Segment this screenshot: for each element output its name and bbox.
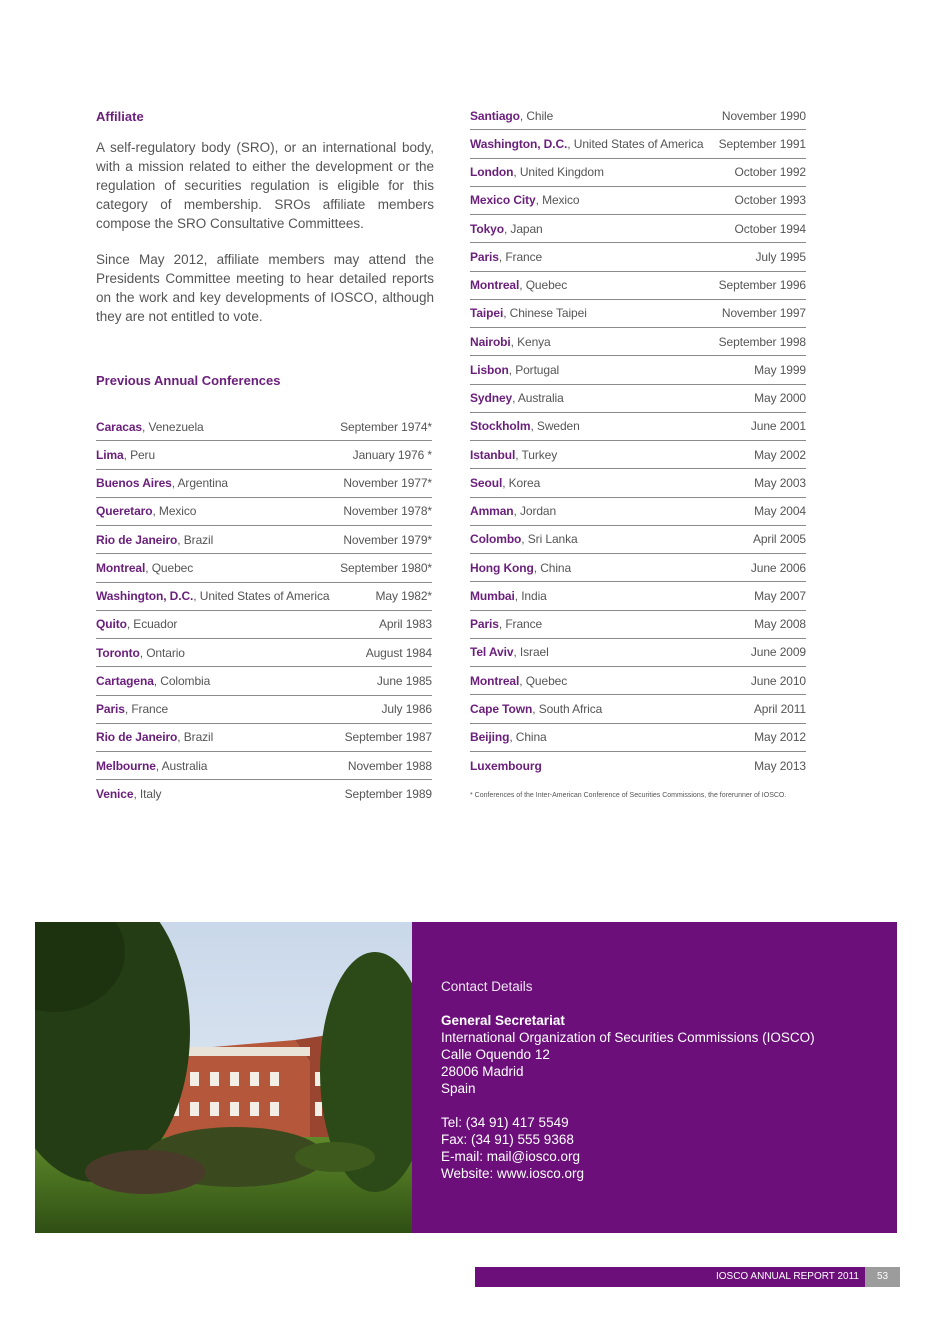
conference-region: India	[521, 588, 547, 603]
contact-org-heading: General Secretariat	[441, 1013, 565, 1028]
conference-separator: ,	[503, 306, 510, 321]
conference-separator: ,	[123, 447, 131, 462]
conference-region: Australia	[161, 758, 208, 773]
conference-date: October 1993	[734, 193, 806, 208]
contact-spacer	[441, 1097, 815, 1114]
conference-location	[96, 420, 204, 434]
conference-location	[470, 193, 579, 207]
conference-date: November 1988	[347, 758, 432, 773]
conference-row	[470, 498, 806, 526]
conference-region: Sri Lanka	[527, 532, 578, 547]
conference-list-left	[96, 413, 432, 809]
conference-separator: ,	[519, 673, 526, 688]
conference-city: Nairobi	[470, 334, 511, 349]
conference-city: Istanbul	[470, 447, 516, 462]
conference-city: Paris	[96, 702, 125, 717]
conference-row	[470, 102, 806, 130]
conference-date: June 2001	[750, 419, 806, 434]
conference-date: May 2012	[754, 730, 806, 745]
conference-date: September 1998	[718, 334, 806, 349]
conference-location	[470, 448, 557, 462]
conference-separator: ,	[126, 617, 134, 632]
conference-row	[470, 187, 806, 215]
conference-separator: ,	[515, 447, 522, 462]
conference-separator: ,	[509, 730, 516, 745]
conference-region: France	[505, 249, 543, 264]
conference-location	[470, 532, 578, 546]
affiliate-paragraph-1: A self-regulatory body (SRO), or an international body, with a mission related to either the development or the regulation of securities regulation is eligible for this category of membership. SROs affiliate members compose the SRO Consultative Committees.	[96, 140, 434, 231]
conference-location	[470, 222, 543, 236]
conference-city: Beijing	[470, 730, 510, 745]
conference-region: Brazil	[183, 730, 214, 745]
conference-row	[470, 526, 806, 554]
conference-separator: ,	[498, 249, 506, 264]
conference-city: Stockholm	[470, 419, 531, 434]
conference-city: London	[470, 165, 514, 180]
conference-separator: ,	[133, 787, 140, 802]
conference-location	[470, 419, 580, 433]
conference-row	[470, 611, 806, 639]
conference-row	[470, 385, 806, 413]
conference-location	[470, 645, 549, 659]
conference-row	[470, 441, 806, 469]
conference-row	[96, 724, 432, 752]
conference-region: Japan	[510, 221, 543, 236]
conference-row	[470, 356, 806, 384]
conference-date: May 2007	[754, 588, 806, 603]
conference-city: Sydney	[470, 391, 513, 406]
conference-date: May 2008	[754, 617, 806, 632]
conference-date: May 2003	[754, 475, 806, 490]
conference-location	[470, 278, 567, 292]
conference-city: Cape Town	[470, 701, 533, 716]
conference-separator: ,	[513, 165, 520, 180]
conference-location	[470, 137, 703, 151]
conference-date: May 2002	[754, 447, 806, 462]
conferences-footnote: * Conferences of the Inter-American Conference of Securities Commissions, the forerunner of IOSCO.	[470, 792, 787, 799]
conference-separator: ,	[502, 475, 509, 490]
conference-row	[470, 582, 806, 610]
conference-separator: ,	[153, 673, 161, 688]
conference-separator: ,	[508, 362, 516, 377]
conference-row	[96, 583, 432, 611]
conference-location	[470, 759, 542, 773]
conference-region: France	[131, 702, 169, 717]
conference-list-right	[470, 102, 806, 780]
conference-region: Sweden	[536, 419, 580, 434]
conference-city: Lisbon	[470, 362, 509, 377]
conference-city: Colombo	[470, 532, 522, 547]
conference-date: May 1982*	[375, 589, 432, 604]
conference-region: Quebec	[525, 278, 568, 293]
conference-region: United Kingdom	[519, 165, 604, 180]
conference-city: Buenos Aires	[96, 476, 172, 491]
conference-row	[96, 470, 432, 498]
conference-date: June 1985	[376, 673, 432, 688]
contact-street: Calle Oquendo 12	[441, 1047, 550, 1062]
conference-city: Rio de Janeiro	[96, 730, 178, 745]
conference-date: November 1979*	[343, 532, 432, 547]
conference-date: September 1974*	[340, 419, 432, 434]
conference-date: May 1999	[754, 362, 806, 377]
conference-date: November 1997	[721, 306, 806, 321]
conference-region: France	[505, 617, 543, 632]
conference-region: Quebec	[151, 560, 194, 575]
conference-region: Kenya	[517, 334, 551, 349]
contact-tel: Tel: (34 91) 417 5549	[441, 1115, 569, 1130]
conference-region: China	[540, 560, 572, 575]
conference-city: Washington, D.C.	[96, 589, 194, 604]
conference-row	[96, 696, 432, 724]
conference-location	[470, 476, 540, 490]
conference-location	[470, 335, 551, 349]
conference-region: Korea	[508, 475, 541, 490]
conference-region: Mexico	[158, 504, 197, 519]
conference-region: United States of America	[573, 136, 704, 151]
conference-city: Washington, D.C.	[470, 136, 568, 151]
conference-date: April 1983	[378, 617, 432, 632]
conference-separator: ,	[521, 532, 528, 547]
conference-location	[96, 674, 210, 688]
footer-report-title: IOSCO ANNUAL REPORT 2011	[475, 1267, 865, 1287]
conference-region: Peru	[130, 447, 156, 462]
conference-separator: ,	[512, 391, 518, 406]
conference-city: Amman	[470, 504, 514, 519]
conference-row	[470, 159, 806, 187]
conference-separator: ,	[532, 701, 539, 716]
conference-city: Lima	[96, 447, 124, 462]
conference-date: April 2005	[752, 532, 806, 547]
conference-location	[96, 589, 329, 603]
conference-separator: ,	[519, 278, 526, 293]
conference-location	[470, 391, 564, 405]
conference-region: Chile	[526, 108, 554, 123]
contact-postal: 28006 Madrid	[441, 1064, 524, 1079]
conference-separator: ,	[510, 334, 518, 349]
conference-separator: ,	[145, 560, 152, 575]
conference-city: Caracas	[96, 419, 143, 434]
conference-date: November 1977*	[343, 476, 432, 491]
conference-region: Jordan	[519, 504, 557, 519]
conference-date: October 1992	[734, 165, 806, 180]
conference-row	[96, 780, 432, 808]
conference-date: August 1984	[365, 645, 432, 660]
conference-location	[96, 533, 213, 547]
affiliate-heading: Affiliate	[96, 109, 144, 124]
conference-row	[96, 611, 432, 639]
conference-city: Hong Kong	[470, 560, 534, 575]
conference-row	[470, 554, 806, 582]
conference-separator: ,	[498, 617, 506, 632]
conference-separator: ,	[514, 588, 522, 603]
conference-location	[470, 504, 556, 518]
conference-region: Australia	[517, 391, 564, 406]
conference-location	[96, 617, 177, 631]
conference-separator: ,	[530, 419, 537, 434]
conference-row	[96, 639, 432, 667]
conference-location	[96, 702, 168, 716]
contact-country: Spain	[441, 1081, 476, 1096]
conference-date: June 2006	[750, 560, 806, 575]
conference-city: Montreal	[96, 560, 146, 575]
conference-city: Cartagena	[96, 673, 154, 688]
conference-date: June 2009	[750, 645, 806, 660]
conference-region: Ontario	[146, 645, 185, 660]
conferences-heading: Previous Annual Conferences	[96, 373, 281, 388]
conference-region: Portugal	[515, 362, 560, 377]
conference-date: October 1994	[734, 221, 806, 236]
conference-location	[470, 561, 571, 575]
conference-date: September 1991	[718, 136, 806, 151]
conference-separator: ,	[535, 193, 543, 208]
conference-region: Turkey	[521, 447, 558, 462]
contact-panel	[412, 922, 897, 1233]
conference-region: Brazil	[183, 532, 214, 547]
conference-location	[470, 674, 567, 688]
conference-region: Venezuela	[148, 419, 204, 434]
conference-row	[96, 498, 432, 526]
conference-row	[470, 667, 806, 695]
conference-region: United States of America	[199, 589, 330, 604]
conference-region: Ecuador	[133, 617, 178, 632]
conference-row	[96, 441, 432, 469]
conference-date: June 2010	[750, 673, 806, 688]
conference-date: July 1995	[755, 249, 806, 264]
conference-city: Rio de Janeiro	[96, 532, 178, 547]
conference-location	[470, 589, 547, 603]
building-photo	[35, 922, 412, 1233]
conference-row	[96, 413, 432, 441]
conference-separator: ,	[513, 645, 520, 660]
conference-row	[470, 130, 806, 158]
conference-location	[96, 730, 213, 744]
conference-region: Israel	[519, 645, 549, 660]
conference-date: November 1990	[721, 108, 806, 123]
conference-city: Montreal	[470, 278, 520, 293]
contact-title: Contact Details	[441, 979, 533, 994]
affiliate-paragraph-2: Since May 2012, affiliate members may attend the Presidents Committee meeting to hear detailed reports on the work and key developments of IOSCO, although they are not entitled to vote.	[96, 252, 434, 324]
conference-date: November 1978*	[343, 504, 432, 519]
contact-website[interactable]: Website: www.iosco.org	[441, 1166, 585, 1181]
conference-region: Argentina	[177, 476, 229, 491]
conference-city: Tel Aviv	[470, 645, 514, 660]
conference-city: Seoul	[470, 475, 503, 490]
conference-location	[96, 448, 155, 462]
conference-region: Quebec	[525, 673, 568, 688]
conference-city: Toronto	[96, 645, 140, 660]
conference-separator: ,	[142, 419, 149, 434]
conference-row	[96, 667, 432, 695]
conference-row	[470, 272, 806, 300]
conference-region: South Africa	[538, 701, 603, 716]
conference-region: China	[515, 730, 547, 745]
conference-separator: ,	[513, 504, 520, 519]
conference-location	[470, 250, 542, 264]
conference-row	[470, 215, 806, 243]
conference-date: July 1986	[381, 702, 432, 717]
conference-row	[470, 413, 806, 441]
conference-row	[470, 243, 806, 271]
conference-city: Paris	[470, 249, 499, 264]
conference-location	[470, 730, 547, 744]
conference-row	[470, 639, 806, 667]
conference-region: Chinese Taipei	[509, 306, 587, 321]
conference-city: Quito	[96, 617, 127, 632]
conference-region: Colombia	[160, 673, 211, 688]
conference-separator: ,	[193, 589, 200, 604]
conference-row	[96, 526, 432, 554]
conference-region: Italy	[139, 787, 162, 802]
conference-city: Queretaro	[96, 504, 153, 519]
conference-date: September 1987	[344, 730, 432, 745]
conference-location	[96, 504, 196, 518]
conference-location	[96, 561, 193, 575]
conference-location	[96, 646, 185, 660]
conference-date: April 2011	[753, 701, 806, 716]
conference-location	[470, 702, 602, 716]
conference-separator: ,	[519, 108, 527, 123]
conference-location	[470, 363, 559, 377]
conference-location	[96, 476, 228, 490]
conference-separator: ,	[152, 504, 159, 519]
conference-row	[96, 752, 432, 780]
conference-separator: ,	[503, 221, 511, 236]
conference-separator: ,	[124, 702, 132, 717]
conference-row	[470, 469, 806, 497]
page-number: 53	[865, 1267, 900, 1287]
conference-location	[96, 759, 207, 773]
conference-location	[470, 165, 604, 179]
conference-row	[470, 300, 806, 328]
conference-date: September 1989	[344, 787, 432, 802]
conference-city: Tokyo	[470, 221, 504, 236]
conference-separator: ,	[177, 730, 184, 745]
contact-fax: Fax: (34 91) 555 9368	[441, 1132, 574, 1147]
conference-date: January 1976 *	[352, 447, 432, 462]
conference-city: Montreal	[470, 673, 520, 688]
conference-location	[470, 109, 553, 123]
conference-location	[470, 617, 542, 631]
conference-date: September 1996	[718, 278, 806, 293]
conference-city: Mexico City	[470, 193, 536, 208]
conference-city: Luxembourg	[470, 758, 542, 773]
conference-separator: ,	[139, 645, 147, 660]
conference-separator: ,	[177, 532, 184, 547]
conference-row	[96, 554, 432, 582]
conference-city: Taipei	[470, 306, 504, 321]
conference-separator: ,	[567, 136, 574, 151]
contact-email[interactable]: E-mail: mail@iosco.org	[441, 1149, 580, 1164]
conference-date: May 2013	[754, 758, 806, 773]
conference-separator: ,	[155, 758, 162, 773]
conference-city: Paris	[470, 617, 499, 632]
conference-date: May 2000	[754, 391, 806, 406]
conference-row	[470, 328, 806, 356]
conference-row	[470, 695, 806, 723]
conference-date: May 2004	[754, 504, 806, 519]
conference-city: Santiago	[470, 108, 520, 123]
conference-city: Mumbai	[470, 588, 515, 603]
contact-org-name: International Organization of Securities Commissions (IOSCO)	[441, 1030, 815, 1045]
conference-date: September 1980*	[340, 560, 432, 575]
conference-row	[470, 724, 806, 752]
conference-separator: ,	[533, 560, 541, 575]
conference-region: Mexico	[542, 193, 580, 208]
conference-location	[96, 787, 161, 801]
conference-city: Melbourne	[96, 758, 156, 773]
conference-location	[470, 306, 587, 320]
conference-city: Venice	[96, 787, 134, 802]
conference-separator: ,	[171, 476, 178, 491]
conference-row	[470, 752, 806, 780]
